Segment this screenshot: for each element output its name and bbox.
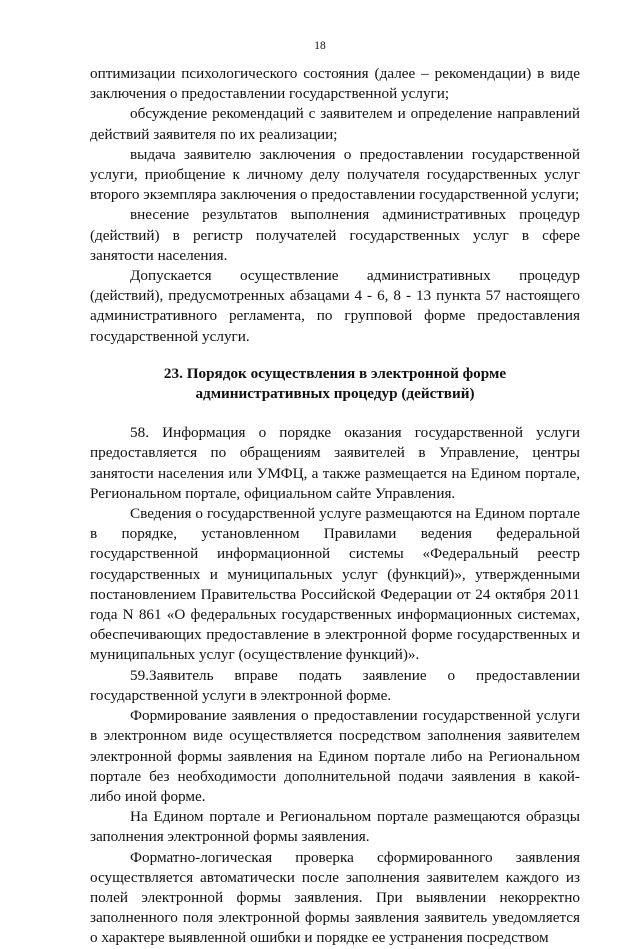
paragraph: Допускается осуществление административных процедур (действий), предусмотренных абзацами 4 - 6, 8 - 13 пункта 57 настоящего административного регламента, по групповой форме предоставления государственной услуги. xyxy=(90,267,580,345)
paragraph: обсуждение рекомендаций с заявителем и определение направлений действий заявителя по их реализации; xyxy=(90,105,580,143)
paragraph: На Едином портале и Региональном портале размещаются образцы заполнения электронной формы заявления. xyxy=(90,808,580,846)
paragraph: внесение результатов выполнения административных процедур (действий) в регистр получателей государственных услуг в сфере занятости населения. xyxy=(90,206,580,264)
section-heading xyxy=(90,364,580,404)
document-body xyxy=(90,64,580,949)
page-number: 18 xyxy=(314,40,326,52)
section-heading-line: административных процедур (действий) xyxy=(195,385,475,403)
paragraph: Формирование заявления о предоставлении государственной услуги в электронном виде осуществляется посредством заполнения заявителем электронной формы заявления на Едином портале либо на Региональном портале без необходимости дополнительной подачи заявления в какой-либо иной форме. xyxy=(90,707,580,805)
paragraph-continuation: оптимизации психологического состояния (далее – рекомендации) в виде заключения о предоставлении государственной услуги; xyxy=(90,65,580,103)
section-heading-line: 23. Порядок осуществления в электронной форме xyxy=(163,364,507,382)
paragraph: Сведения о государственной услуге размещаются на Едином портале в порядке, установленном Правилами ведения федеральной государственной информационной системы «Федеральный реестр государственных и муниципальных услуг (функций)», утвержденными постановлением Правительства Российской Федерации от 24 октября 2011 года N 861 «О федеральных государственных информационных системах, обеспечивающих предоставление в электронной форме государственных и муниципальных услуг (осуществление функций)». xyxy=(90,505,580,664)
paragraph-item-58: 58. Информация о порядке оказания государственной услуги предоставляется по обращениям заявителей в Управление, центры занятости населения или УМФЦ, а также размещается на Едином портале, Региональном портале, официальном сайте Управления. xyxy=(90,424,580,502)
paragraph: выдача заявителю заключения о предоставлении государственной услуги, приобщение к личному делу получателя государственных услуг второго экземпляра заключения о предоставлении государственной услуги; xyxy=(90,145,580,204)
paragraph-item-59: 59.Заявитель вправе подать заявление о предоставлении государственной услуги в электронной форме. xyxy=(90,666,580,704)
paragraph: Форматно-логическая проверка сформированного заявления осуществляется автоматически после заполнения заявителем каждого из полей электронной формы заявления. При выявлении некорректно заполненного поля электронной формы заявления заявитель уведомляется о характере выявленной ошибки и порядке ее устранения посредством xyxy=(90,848,580,947)
